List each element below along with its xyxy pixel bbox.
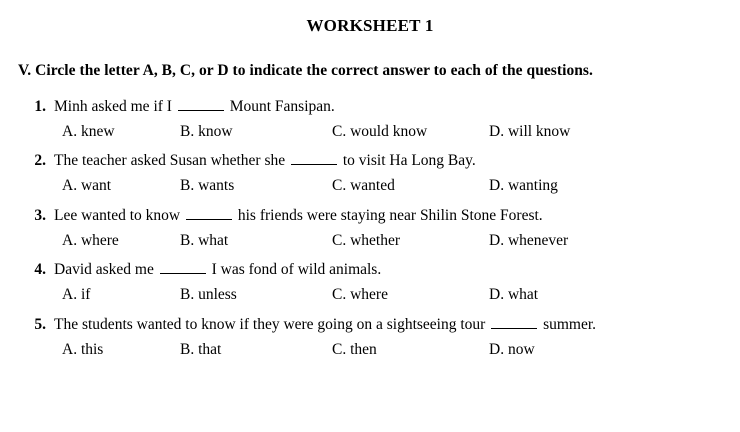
- options-row: [28, 175, 726, 197]
- question-number: 2.: [34, 152, 46, 170]
- option-a[interactable]: A. this: [62, 340, 104, 358]
- option-a[interactable]: A. where: [62, 231, 119, 249]
- option-d[interactable]: D. wanting: [489, 177, 558, 195]
- question-text-before: The teacher asked Susan whether she: [54, 152, 289, 170]
- options-row: [28, 230, 726, 252]
- option-c[interactable]: C. would know: [332, 123, 428, 140]
- instruction-text: V. Circle the letter A, B, C, or D to indicate the correct answer to each of the questions.: [18, 62, 593, 79]
- option-c[interactable]: C. where: [332, 286, 388, 304]
- option-c[interactable]: C. wanted: [332, 177, 395, 195]
- answer-blank[interactable]: [491, 315, 537, 329]
- page-title: WORKSHEET 1: [306, 16, 434, 35]
- question-item: [28, 259, 726, 306]
- question-text-before: Minh asked me if I: [54, 98, 176, 115]
- question-number: 5.: [34, 315, 46, 333]
- question-line: [28, 150, 726, 172]
- question-text-after: summer.: [539, 315, 597, 333]
- option-d[interactable]: D. will know: [489, 123, 571, 140]
- options-row: [28, 339, 726, 361]
- question-item: [28, 96, 726, 143]
- question-line: [28, 259, 726, 281]
- options-row: [28, 284, 726, 306]
- questions-list: [14, 96, 726, 361]
- answer-blank[interactable]: [178, 97, 224, 111]
- question-text-after: Mount Fansipan.: [225, 98, 335, 115]
- option-c[interactable]: C. whether: [332, 231, 401, 249]
- option-a[interactable]: A. knew: [62, 123, 115, 140]
- question-text: [54, 205, 726, 227]
- option-d[interactable]: D. whenever: [489, 231, 569, 249]
- option-b[interactable]: B. know: [180, 123, 233, 140]
- option-b[interactable]: B. wants: [180, 177, 235, 195]
- option-d[interactable]: D. what: [489, 286, 539, 304]
- question-number: 4.: [34, 261, 46, 279]
- question-text-after: his friends were staying near Shilin Stone Forest.: [234, 206, 543, 224]
- option-b[interactable]: B. unless: [180, 286, 237, 304]
- question-line: [28, 96, 726, 118]
- question-text: [54, 259, 726, 281]
- option-c[interactable]: C. then: [332, 340, 377, 358]
- question-text: [54, 150, 726, 172]
- question-line: [28, 205, 726, 227]
- question-text-before: The students wanted to know if they were going on a sightseeing tour: [54, 315, 490, 333]
- answer-blank[interactable]: [160, 260, 206, 274]
- option-b[interactable]: B. what: [180, 231, 229, 249]
- option-a[interactable]: A. if: [62, 286, 91, 304]
- question-number: 3.: [34, 206, 46, 224]
- question-line: [28, 314, 726, 336]
- question-text: [54, 96, 726, 118]
- question-text: [54, 314, 726, 336]
- options-row: [28, 121, 726, 143]
- option-a[interactable]: A. want: [62, 177, 112, 195]
- question-item: [28, 150, 726, 197]
- option-d[interactable]: D. now: [489, 340, 535, 358]
- question-text-after: I was fond of wild animals.: [207, 261, 382, 279]
- answer-blank[interactable]: [186, 206, 232, 220]
- question-text-after: to visit Ha Long Bay.: [339, 152, 476, 170]
- question-text-before: David asked me: [54, 261, 158, 279]
- question-item: [28, 314, 726, 361]
- option-b[interactable]: B. that: [180, 340, 222, 358]
- question-text-before: Lee wanted to know: [54, 206, 184, 224]
- answer-blank[interactable]: [291, 151, 337, 165]
- question-item: [28, 205, 726, 252]
- question-number: 1.: [34, 98, 46, 115]
